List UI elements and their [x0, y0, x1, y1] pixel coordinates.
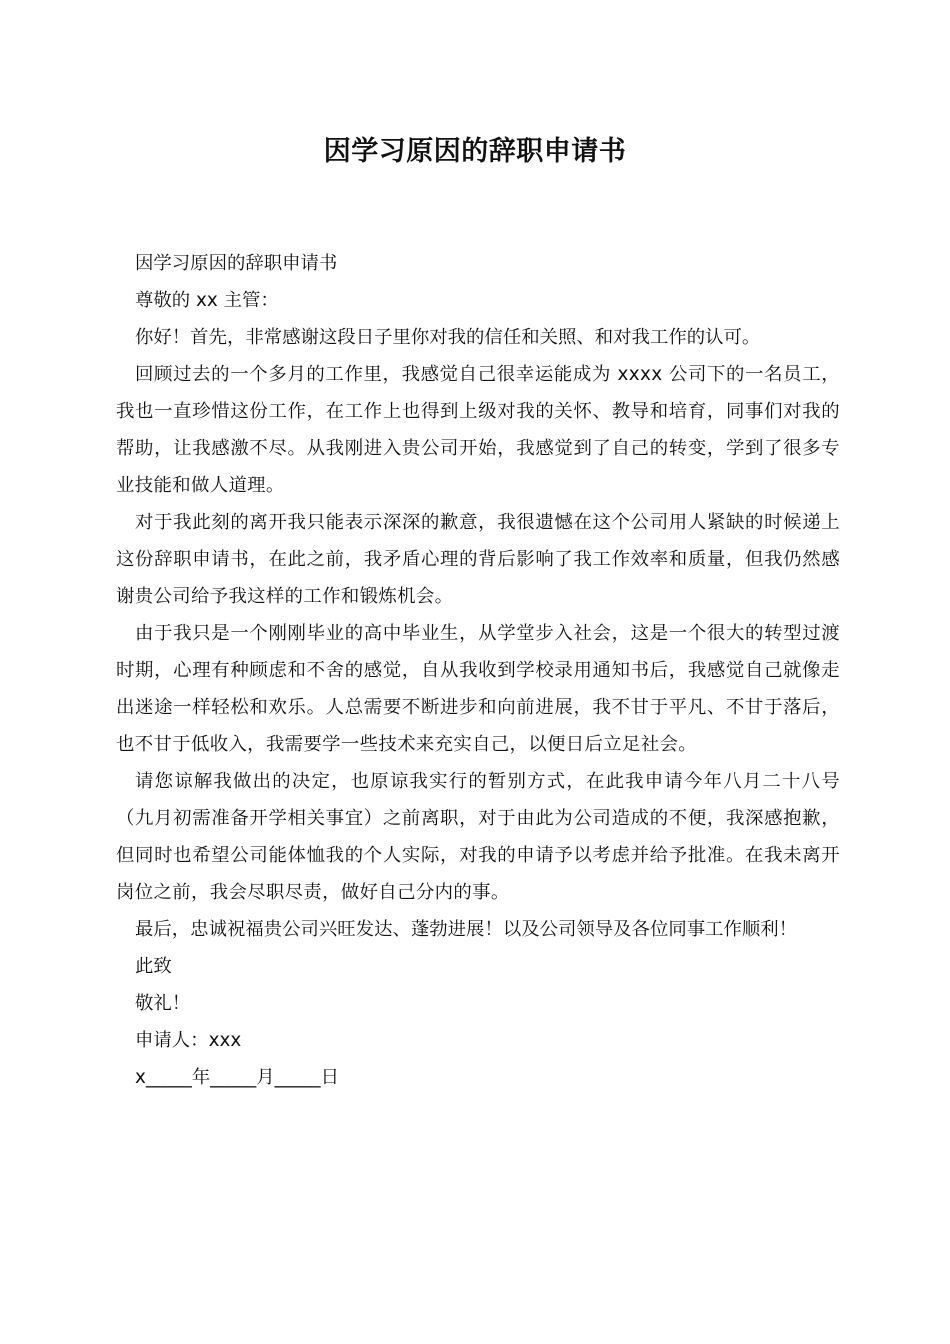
body-paragraph-review: 回顾过去的一个多月的工作里，我感觉自己很幸运能成为 xxxx 公司下的一名员工，我也一直珍惜这份工作，在工作上也得到上级对我的关怀、教导和培育，同事们对我的帮助，让我感激不尽。从我刚进入贵公司开始，我感觉到了自己的转变，学到了很多专业技能和做人道理。 — [116, 364, 840, 496]
body-paragraph-request: 请您谅解我做出的决定，也原谅我实行的暂别方式，在此我申请今年八月二十八号（九月初需准备开学相关事宜）之前离职，对于由此为公司造成的不便，我深感抱歉，但同时也希望公司能体恤我的个人实际，对我的申请予以考虑并给予批准。在我未离开岗位之前，我会尽职尽责，做好自己分内的事。 — [116, 771, 840, 903]
body-paragraph-reason: 由于我只是一个刚刚毕业的高中毕业生，从学堂步入社会，这是一个很大的转型过渡时期，心理有种顾虑和不舍的感觉，自从我收到学校录用通知书后，我感觉自己就像走出迷途一样轻松和欢乐。人总需要不断进步和向前进展，我不甘于平凡、不甘于落后，也不甘于低收入，我需要学一些技术来充实自己，以便日后立足社会。 — [116, 623, 840, 755]
heading-line: 因学习原因的辞职申请书 — [135, 253, 338, 274]
body-paragraph-apology: 对于我此刻的离开我只能表示深深的歉意，我很遗憾在这个公司用人紧缺的时候递上这份辞职申请书，在此之前，我矛盾心理的背后影响了我工作效率和质量，但我仍然感谢贵公司给予我这样的工作和锻炼机会。 — [116, 512, 840, 607]
salutation: 尊敬的 xx 主管： — [135, 290, 279, 311]
date-line: x_____年_____月_____日 — [135, 1067, 339, 1088]
regards-line: 敬礼！ — [135, 993, 191, 1014]
closing-phrase: 此致 — [135, 956, 172, 977]
greeting-paragraph: 你好！首先，非常感谢这段日子里你对我的信任和关照、和对我工作的认可。 — [135, 327, 761, 348]
closing-wishes: 最后，忠诚祝福贵公司兴旺发达、蓬勃进展！以及公司领导及各位同事工作顺利！ — [135, 919, 798, 940]
document-title: 因学习原因的辞职申请书 — [323, 136, 627, 167]
document-body — [116, 245, 840, 1096]
applicant-signature: 申请人：xxx — [135, 1030, 242, 1051]
